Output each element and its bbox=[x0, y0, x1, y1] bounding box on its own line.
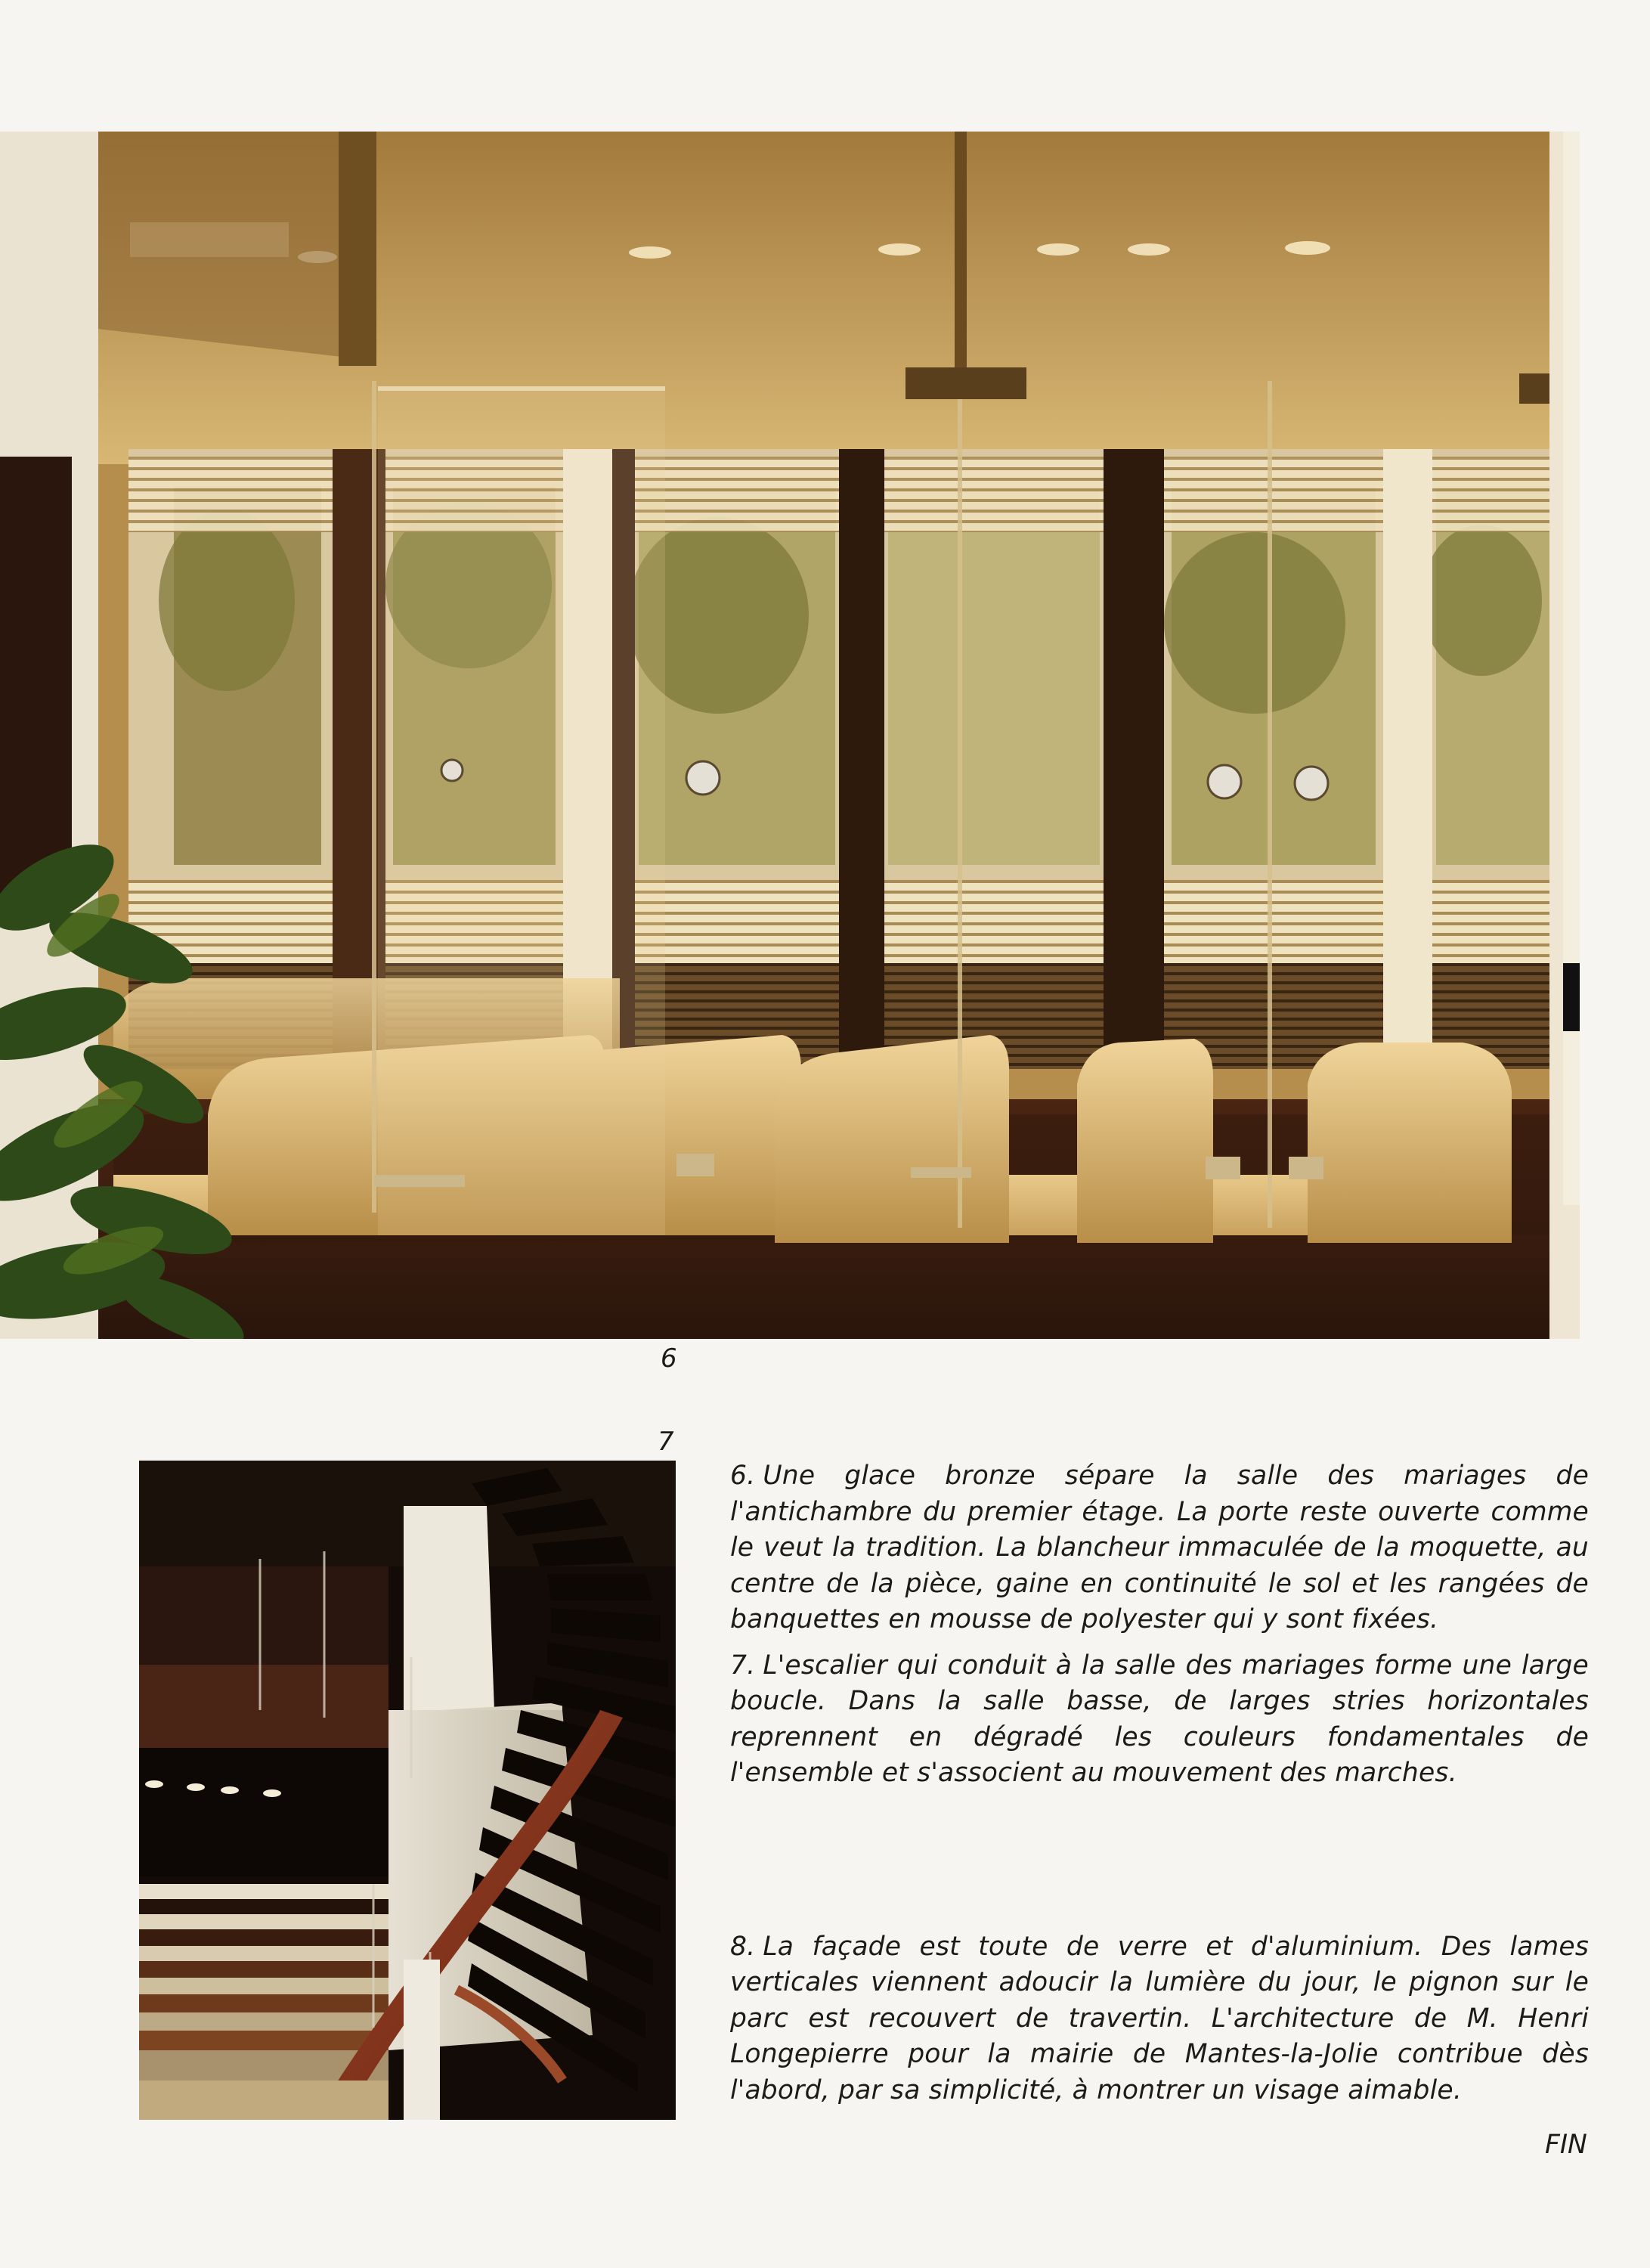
caption-6-number: 6. bbox=[730, 1461, 756, 1491]
caption-8 bbox=[730, 1929, 1589, 2109]
caption-6 bbox=[730, 1458, 1589, 1638]
captions-block bbox=[730, 1458, 1589, 2108]
figure-6-number: 6 bbox=[661, 1343, 678, 1374]
caption-8-text: La façade est toute de verre et d'aluminium. Des lames verticales viennent adoucir la lumière du jour, le pignon sur le parc est recouvert de travertin. L'architecture de M. Henri Longepierre pour la mairie de Mantes-la-Jolie contribue dès l'abord, par sa simplicité, à montrer un visage aimable. bbox=[730, 1931, 1589, 2105]
caption-6-text: Une glace bronze sépare la salle des mariages de l'antichambre du premier étage. La porte reste ouverte comme le veut la tradition. La blancheur immaculée de la moquette, au centre de la pièce, gaine en continuité le sol et les rangées de banquettes en mousse de polyester qui y sont fixées. bbox=[730, 1461, 1589, 1634]
caption-7-text: L'escalier qui conduit à la salle des mariages forme une large boucle. Dans la salle basse, de larges stries horizontales reprennent en dégradé les couleurs fondamentales de l'ensemble et s'associent au mouvement des marches. bbox=[730, 1650, 1589, 1788]
caption-7 bbox=[730, 1648, 1589, 1792]
photo-spiral-staircase bbox=[139, 1461, 676, 2120]
caption-8-number: 8. bbox=[730, 1931, 756, 1962]
end-mark: FIN bbox=[1545, 2130, 1587, 2160]
photo-wedding-hall bbox=[0, 132, 1580, 1339]
caption-7-number: 7. bbox=[730, 1650, 756, 1681]
figure-7-number: 7 bbox=[658, 1427, 675, 1457]
